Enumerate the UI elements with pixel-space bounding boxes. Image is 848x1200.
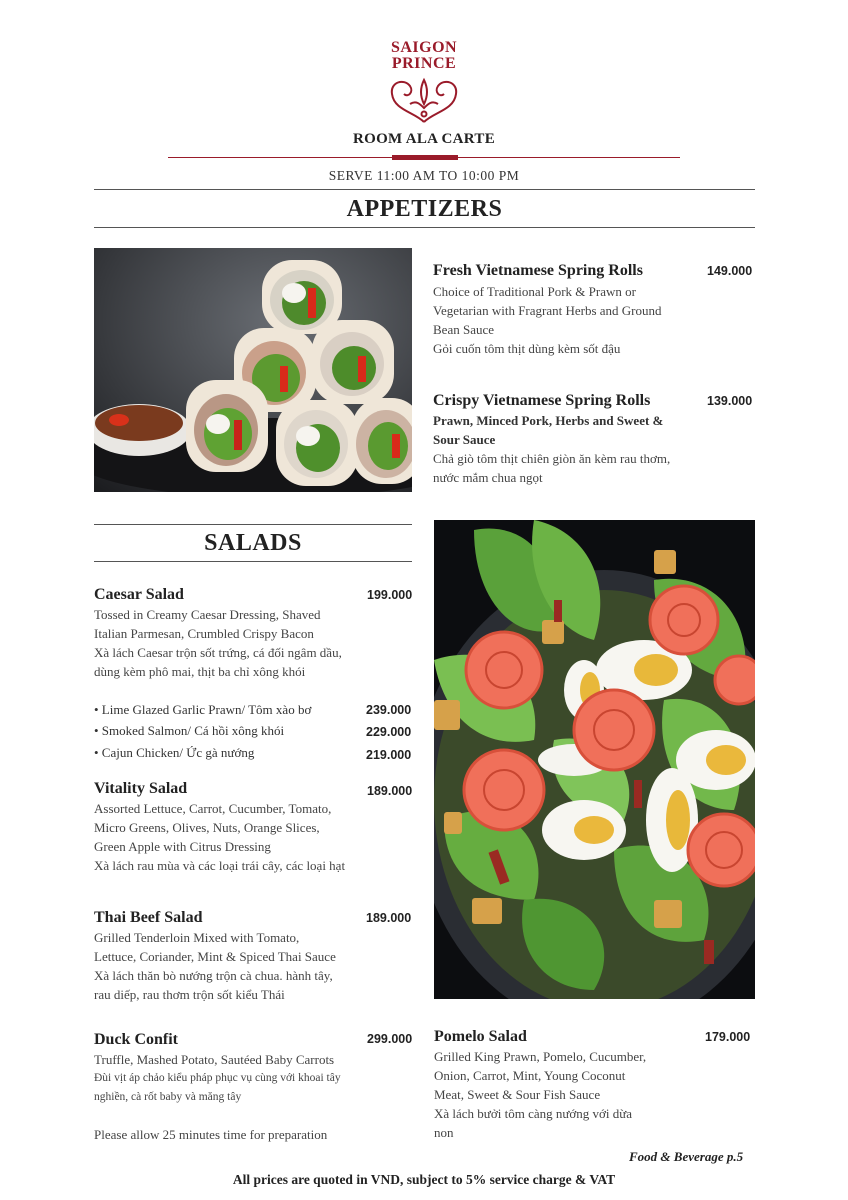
addon-price: 219.000: [366, 748, 412, 762]
item-description: Assorted Lettuce, Carrot, Cucumber, Tomato, Micro Greens, Olives, Nuts, Orange Slices, Green Apple with Citrus Dressing Xà lách rau mùa và các loại trái cây, các loại hạt: [94, 801, 346, 873]
divider-top: [94, 189, 755, 190]
item-description: Choice of Traditional Pork & Prawn or Vegetarian with Fragrant Herbs and Ground Bean Sauce Gỏi cuốn tôm thịt dùng kèm sốt đậu: [433, 284, 662, 356]
item-name: Vitality Salad: [94, 780, 188, 797]
page-title: ROOM ALA CARTE: [352, 131, 496, 147]
addon-price: 239.000: [366, 703, 412, 717]
addon-price: 229.000: [366, 725, 412, 739]
item-name: Caesar Salad: [94, 586, 184, 603]
item-name: Pomelo Salad: [434, 1028, 527, 1045]
item-price: 149.000: [707, 264, 753, 278]
item-price: 189.000: [366, 911, 412, 925]
item-price: 199.000: [367, 588, 413, 602]
divider-salads-top: [94, 524, 412, 525]
item-description: Grilled King Prawn, Pomelo, Cucumber, Onion, Carrot, Mint, Young Coconut Meat, Sweet & Sour Fish Sauce Xà lách bưởi tôm càng nướng với dừa non: [434, 1049, 647, 1140]
item-description: Prawn, Minced Pork, Herbs and Sweet & Sour Sauce Chả giò tôm thịt chiên giòn ăn kèm rau thơm, nước mắm chua ngọt: [433, 413, 671, 485]
appetizers-heading: APPETIZERS: [346, 196, 503, 222]
brand-name-line1: SAIGON: [390, 39, 458, 56]
salads-heading: SALADS: [204, 530, 302, 556]
item-name: Fresh Vietnamese Spring Rolls: [433, 262, 643, 279]
item-description: Truffle, Mashed Potato, Sautéed Baby Carrots Đùi vịt áp chảo kiểu pháp phục vụ cùng với khoai tây nghiền, cà rốt baby và măng tây: [94, 1052, 341, 1103]
ornament-icon: [384, 74, 464, 124]
brand-logo: [374, 40, 474, 126]
preparation-note: Please allow 25 minutes time for preparation: [94, 1127, 328, 1142]
item-description: Grilled Tenderloin Mixed with Tomato, Lettuce, Coriander, Mint & Spiced Thai Sauce Xà lách thăn bò nướng trộn cà chua. hành tây, rau diếp, rau thơm trộn sốt kiểu Thái: [94, 930, 336, 1002]
addon-item: • Cajun Chicken/ Ức gà nướng: [94, 745, 255, 760]
spring-rolls-photo: [94, 248, 412, 492]
serve-hours: SERVE 11:00 AM TO 10:00 PM: [328, 168, 520, 183]
item-name: Crispy Vietnamese Spring Rolls: [433, 392, 651, 409]
item-description: Tossed in Creamy Caesar Dressing, Shaved Italian Parmesan, Crumbled Crispy Bacon Xà lách Caesar trộn sốt trứng, cá đối ngâm dầu, dùng kèm phô mai, thịt ba chỉ xông khói: [94, 607, 342, 679]
page-number: Food & Beverage p.5: [629, 1149, 744, 1164]
caesar-salad-photo: [434, 520, 755, 999]
addon-item: • Lime Glazed Garlic Prawn/ Tôm xào bơ: [94, 702, 312, 717]
item-name: Duck Confit: [94, 1031, 179, 1048]
item-price: 179.000: [705, 1030, 751, 1044]
title-divider-accent: [392, 155, 458, 160]
item-price: 189.000: [367, 784, 413, 798]
item-price: 139.000: [707, 394, 753, 408]
item-price: 299.000: [367, 1032, 413, 1046]
addon-item: • Smoked Salmon/ Cá hồi xông khói: [94, 723, 285, 738]
divider-salads-bottom: [94, 561, 412, 562]
item-name: Thai Beef Salad: [94, 909, 203, 926]
divider-appetizers: [94, 227, 755, 228]
price-disclaimer: All prices are quoted in VND, subject to 5% service charge & VAT: [232, 1172, 616, 1187]
brand-name-line2: PRINCE: [391, 55, 457, 72]
